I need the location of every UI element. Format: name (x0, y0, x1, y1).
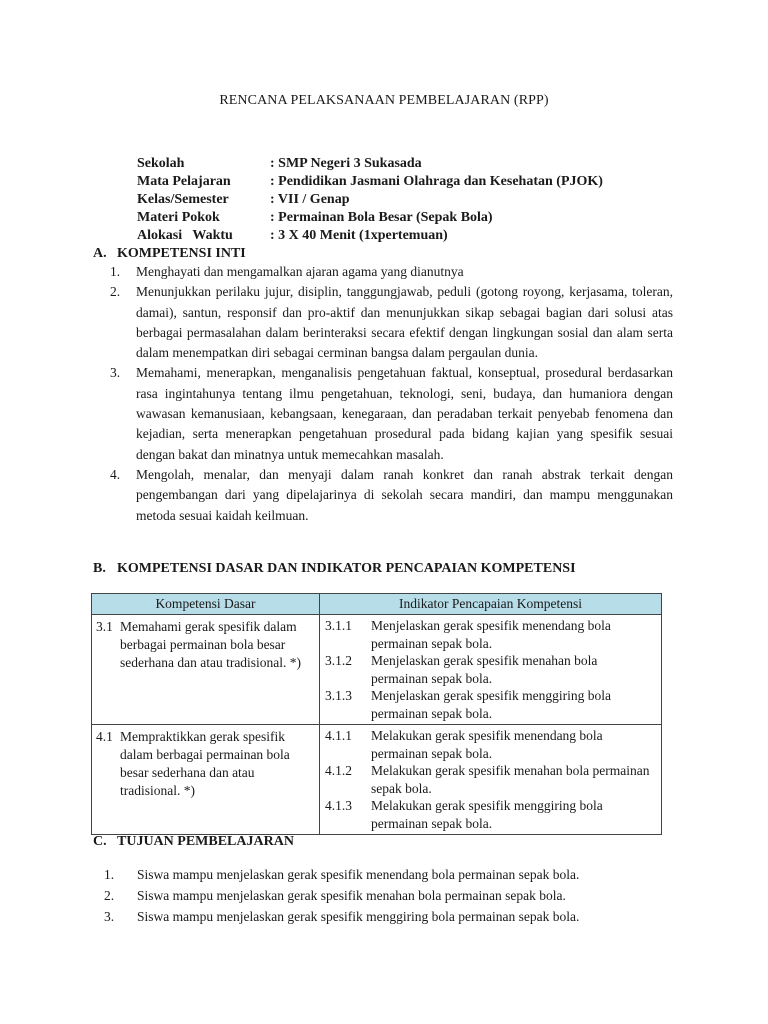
core-competence-list (110, 262, 673, 526)
indicator-number: 3.1.2 (325, 653, 352, 668)
info-label: Sekolah (137, 156, 185, 171)
list-number: 2. (110, 284, 121, 300)
info-row-time (137, 227, 603, 245)
indicator-item (320, 687, 661, 722)
indicator-item (320, 797, 661, 832)
identity-block (137, 155, 603, 245)
list-number: 1. (104, 867, 115, 882)
info-label: Materi Pokok (137, 210, 220, 225)
section-letter: A. (93, 246, 107, 261)
indicator-item (320, 727, 661, 762)
list-item (104, 908, 579, 929)
section-title: KOMPETENSI INTI (117, 246, 246, 261)
kd-text: Memahami gerak spesifik dalam berbagai permainan bola besar sederhana dan atau tradisional. *) (120, 619, 302, 670)
info-value: : SMP Negeri 3 Sukasada (270, 156, 422, 171)
indicator-number: 4.1.2 (325, 763, 352, 778)
list-item (104, 887, 579, 908)
info-value: : VII / Genap (270, 192, 350, 207)
section-title: KOMPETENSI DASAR DAN INDIKATOR PENCAPAIAN KOMPETENSI (117, 561, 576, 576)
info-value: : Permainan Bola Besar (Sepak Bola) (270, 210, 493, 225)
indicator-text: Menjelaskan gerak spesifik menendang bola permainan sepak bola. (371, 618, 611, 651)
kd-text: Mempraktikkan gerak spesifik dalam berbagai permainan bola besar sederhana dan atau tradisional. *) (120, 729, 290, 798)
indicator-cell (320, 615, 662, 725)
indicator-item (320, 617, 661, 652)
indicator-text: Melakukan gerak spesifik menendang bola permainan sepak bola. (371, 728, 603, 761)
info-row-topic (137, 209, 603, 227)
table-row (92, 615, 662, 725)
section-c-heading (93, 833, 294, 851)
kd-number: 4.1 (96, 729, 113, 744)
learning-objectives-list (104, 866, 579, 929)
basic-competence-cell (92, 725, 320, 835)
list-item (110, 282, 673, 363)
info-row-class (137, 191, 603, 209)
section-a-heading (93, 245, 246, 263)
list-number: 1. (110, 264, 121, 279)
list-number: 2. (104, 888, 115, 903)
indicator-number: 4.1.3 (325, 798, 352, 813)
list-text: Menghayati dan mengamalkan ajaran agama yang dianutnya (136, 264, 464, 279)
list-number: 3. (104, 909, 115, 924)
indicator-text: Melakukan gerak spesifik menggiring bola permainan sepak bola. (371, 798, 603, 831)
table-header: Kompetensi Dasar (92, 594, 320, 615)
table-row (92, 725, 662, 835)
info-label: Kelas/Semester (137, 192, 229, 207)
info-label: Mata Pelajaran (137, 174, 231, 189)
list-number: 3. (110, 365, 121, 381)
competence-table (91, 593, 662, 835)
list-text: Mengolah, menalar, dan menyaji dalam ranah konkret dan ranah abstrak terkait dengan pengembangan dari yang dipelajarinya di sekolah secara mandiri, dan mampu menggunakan metoda sesuai kaidah keilmuan. (136, 466, 673, 523)
indicator-item (320, 762, 661, 797)
indicator-text: Menjelaskan gerak spesifik menahan bola permainan sepak bola. (371, 653, 598, 686)
list-item (110, 465, 673, 526)
list-text: Menunjukkan perilaku jujur, disiplin, tanggungjawab, peduli (gotong royong, kerjasama, toleran, damai), santun, responsif dan pro-aktif dan menunjukkan sikap sebagai bagian dari solusi atas berbagai permasalahan dalam berinteraksi secara efektif dengan lingkungan sosial dan alam serta dalam menempatkan diri sebagai cerminan bangsa dalam pergaulan dunia. (136, 284, 673, 361)
list-item (110, 262, 673, 282)
indicator-number: 3.1.1 (325, 618, 352, 633)
indicator-text: Menjelaskan gerak spesifik menggiring bola permainan sepak bola. (371, 688, 611, 721)
indicator-item (320, 652, 661, 687)
list-number: 4. (110, 466, 121, 482)
list-text: Siswa mampu menjelaskan gerak spesifik menendang bola permainan sepak bola. (137, 867, 580, 882)
basic-competence-cell (92, 615, 320, 725)
section-letter: C. (93, 834, 107, 849)
document-title: RENCANA PELAKSANAAN PEMBELAJARAN (RPP) (219, 93, 549, 108)
indicator-number: 4.1.1 (325, 728, 352, 743)
info-value: : Pendidikan Jasmani Olahraga dan Kesehatan (PJOK) (270, 174, 603, 189)
info-value: : 3 X 40 Menit (1xpertemuan) (270, 228, 448, 243)
list-text: Siswa mampu menjelaskan gerak spesifik menggiring bola permainan sepak bola. (137, 909, 580, 924)
list-text: Siswa mampu menjelaskan gerak spesifik menahan bola permainan sepak bola. (137, 888, 566, 903)
table-header: Indikator Pencapaian Kompetensi (320, 594, 662, 615)
kd-number: 3.1 (96, 619, 113, 634)
info-row-school (137, 155, 603, 173)
indicator-cell (320, 725, 662, 835)
indicator-number: 3.1.3 (325, 688, 352, 703)
list-item (110, 363, 673, 464)
list-item (104, 866, 579, 887)
section-b-heading (93, 560, 576, 578)
table-header-row (92, 594, 662, 615)
info-row-subject (137, 173, 603, 191)
section-letter: B. (93, 561, 106, 576)
indicator-text: Melakukan gerak spesifik menahan bola permainan sepak bola. (371, 763, 650, 796)
list-text: Memahami, menerapkan, menganalisis pengetahuan faktual, konseptual, prosedural berdasarkan rasa ingintahunya tentang ilmu pengetahuan, teknologi, seni, budaya, dan humaniora dengan wawasan kemanusiaan, kebangsaan, kenegaraan, dan peradaban terkait penyebab fenomena dan kejadian, serta menerapkan pengetahuan prosedural pada bidang kajian yang spesifik sesuai dengan bakat dan minatnya untuk memecahkan masalah. (136, 365, 673, 462)
info-label: Alokasi Waktu (137, 228, 233, 243)
section-title: TUJUAN PEMBELAJARAN (117, 834, 294, 849)
